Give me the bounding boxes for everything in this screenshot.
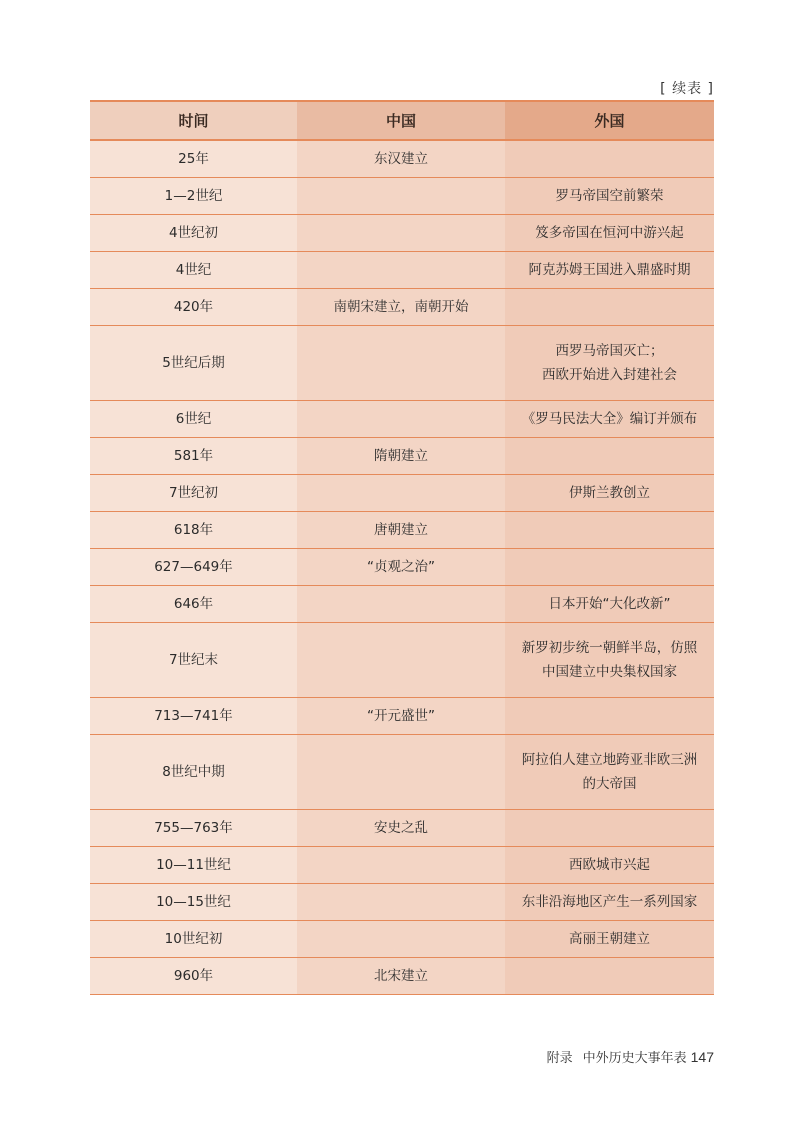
cell-time: 1—2世纪 [90, 178, 297, 215]
cell-china [297, 215, 505, 252]
cell-foreign [505, 438, 714, 475]
cell-china [297, 252, 505, 289]
cell-time: 10—11世纪 [90, 847, 297, 884]
page-number: 147 [690, 1049, 714, 1065]
cell-foreign: 高丽王朝建立 [505, 921, 714, 958]
cell-china [297, 921, 505, 958]
table-row [90, 549, 714, 586]
cell-china [297, 623, 505, 698]
cell-china: “贞观之治” [297, 549, 505, 586]
cell-china: 唐朝建立 [297, 512, 505, 549]
cell-time: 618年 [90, 512, 297, 549]
cell-foreign: 《罗马民法大全》编订并颁布 [505, 401, 714, 438]
cell-time: 10—15世纪 [90, 884, 297, 921]
cell-foreign: 伊斯兰教创立 [505, 475, 714, 512]
cell-time: 6世纪 [90, 401, 297, 438]
cell-china [297, 586, 505, 623]
cell-time: 8世纪中期 [90, 735, 297, 810]
cell-time: 713—741年 [90, 698, 297, 735]
table-row [90, 623, 714, 698]
cell-china [297, 847, 505, 884]
table-row [90, 252, 714, 289]
table-row [90, 475, 714, 512]
cell-foreign [505, 698, 714, 735]
cell-foreign: 阿拉伯人建立地跨亚非欧三洲 的大帝国 [505, 735, 714, 810]
cell-foreign: 东非沿海地区产生一系列国家 [505, 884, 714, 921]
cell-time: 5世纪后期 [90, 326, 297, 401]
table-row [90, 401, 714, 438]
cell-time: 420年 [90, 289, 297, 326]
cell-china [297, 326, 505, 401]
cell-china [297, 475, 505, 512]
table-row [90, 735, 714, 810]
table-row [90, 958, 714, 995]
cell-foreign [505, 289, 714, 326]
cell-time: 7世纪初 [90, 475, 297, 512]
table-row [90, 326, 714, 401]
cell-time: 10世纪初 [90, 921, 297, 958]
footer-section: 附录 [546, 1051, 573, 1066]
cell-time: 960年 [90, 958, 297, 995]
table-row [90, 586, 714, 623]
cell-foreign [505, 512, 714, 549]
cell-china [297, 735, 505, 810]
header-china: 中国 [297, 101, 505, 140]
chronology-table [90, 100, 714, 995]
cell-foreign: 西欧城市兴起 [505, 847, 714, 884]
cell-time: 7世纪末 [90, 623, 297, 698]
cell-foreign: 新罗初步统一朝鲜半岛，仿照 中国建立中央集权国家 [505, 623, 714, 698]
cell-time: 755—763年 [90, 810, 297, 847]
table-header-row [90, 101, 714, 140]
cell-china: 南朝宋建立，南朝开始 [297, 289, 505, 326]
cell-time: 4世纪初 [90, 215, 297, 252]
cell-foreign: 阿克苏姆王国进入鼎盛时期 [505, 252, 714, 289]
cell-foreign [505, 810, 714, 847]
table-row [90, 698, 714, 735]
table-row [90, 438, 714, 475]
table-row [90, 847, 714, 884]
cell-china [297, 884, 505, 921]
cell-time: 646年 [90, 586, 297, 623]
continued-label: [ 续表 ] [660, 81, 714, 97]
table-row [90, 178, 714, 215]
table-row [90, 921, 714, 958]
cell-foreign: 西罗马帝国灭亡； 西欧开始进入封建社会 [505, 326, 714, 401]
cell-foreign [505, 958, 714, 995]
cell-time: 627—649年 [90, 549, 297, 586]
header-time: 时间 [90, 101, 297, 140]
table-row [90, 215, 714, 252]
page-footer [547, 1047, 714, 1066]
table-row [90, 289, 714, 326]
cell-foreign: 日本开始“大化改新” [505, 586, 714, 623]
table-row [90, 884, 714, 921]
cell-china [297, 401, 505, 438]
cell-foreign [505, 549, 714, 586]
cell-china: 北宋建立 [297, 958, 505, 995]
cell-foreign: 罗马帝国空前繁荣 [505, 178, 714, 215]
table-row [90, 512, 714, 549]
cell-china: 东汉建立 [297, 140, 505, 178]
cell-foreign [505, 140, 714, 178]
table-row [90, 140, 714, 178]
cell-china: “开元盛世” [297, 698, 505, 735]
cell-time: 4世纪 [90, 252, 297, 289]
cell-time: 581年 [90, 438, 297, 475]
chronology-table-container [90, 100, 714, 995]
table-row [90, 810, 714, 847]
footer-title: 中外历史大事年表 [582, 1051, 687, 1066]
header-foreign: 外国 [505, 101, 714, 140]
cell-china: 安史之乱 [297, 810, 505, 847]
cell-time: 25年 [90, 140, 297, 178]
cell-foreign: 笈多帝国在恒河中游兴起 [505, 215, 714, 252]
cell-china [297, 178, 505, 215]
cell-china: 隋朝建立 [297, 438, 505, 475]
